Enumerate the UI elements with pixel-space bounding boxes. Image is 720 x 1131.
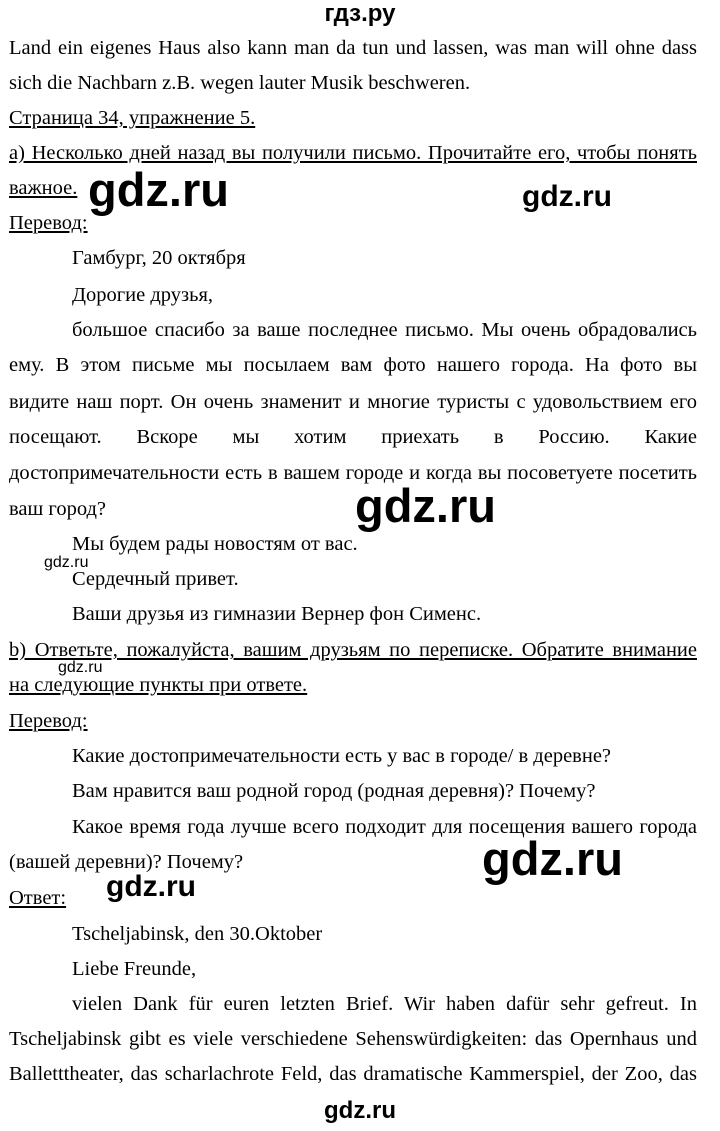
task-text: важное. bbox=[9, 177, 78, 199]
watermark: gdz.ru bbox=[44, 554, 89, 571]
section-heading: Страница 34, упражнение 5. bbox=[9, 107, 256, 129]
watermark: gdz.ru bbox=[482, 832, 623, 885]
letter-text: большое спасибо за ваше последнее письмо. Мы очень обрадовались bbox=[72, 319, 697, 341]
answer-greeting: Liebe Freunde, bbox=[72, 958, 197, 980]
task-text: на следующие пункты при ответе. bbox=[9, 674, 308, 696]
question-text: Вам нравится ваш родной город (родная деревня)? Почему? bbox=[72, 780, 596, 802]
letter-text: ваш город? bbox=[9, 498, 107, 520]
task-text: b) Ответьте, пожалуйста, вашим друзьям по переписке. Обратите внимание bbox=[9, 639, 697, 661]
letter-text: достопримечательности есть в вашем городе и когда вы посоветуете посетить bbox=[9, 462, 697, 484]
watermark: gdz.ru bbox=[355, 479, 496, 532]
site-header: гдз.ру bbox=[324, 0, 396, 27]
letter-text: видите наш порт. Он очень знаменит и многие туристы с удовольствием его bbox=[9, 391, 697, 413]
answer-text: vielen Dank für euren letzten Brief. Wir haben dafür sehr gefreut. In bbox=[72, 993, 697, 1015]
translation-label: Перевод: bbox=[9, 710, 88, 732]
watermark: gdz.ru bbox=[522, 180, 612, 213]
answer-text: Balletttheater, das scharlachrote Feld, das dramatische Kammerspiel, der Zoo, das bbox=[9, 1063, 697, 1085]
letter-signature: Ваши друзья из гимназии Вернер фон Сименс. bbox=[72, 603, 482, 625]
text-line: Land ein eigenes Haus also kann man da tun und lassen, was man will ohne dass bbox=[9, 37, 697, 59]
question-text: Какое время года лучше всего подходит для посещения вашего города bbox=[72, 816, 697, 838]
watermark: gdz.ru bbox=[88, 163, 229, 216]
letter-closing: Сердечный привет. bbox=[72, 568, 239, 590]
letter-place-date: Гамбург, 20 октября bbox=[72, 247, 246, 269]
watermark: gdz.ru bbox=[106, 870, 196, 903]
letter-text: ему. В этом письме мы посылаем вам фото нашего города. На фото вы bbox=[9, 354, 697, 376]
text-line: sich die Nachbarn z.B. wegen lauter Musik beschweren. bbox=[9, 72, 471, 94]
answer-place-date: Tscheljabinsk, den 30.Oktober bbox=[72, 923, 323, 945]
answer-text: Tscheljabinsk gibt es viele verschiedene Sehenswürdigkeiten: das Opernhaus und bbox=[9, 1028, 697, 1050]
question-text: (вашей деревни)? Почему? bbox=[9, 851, 244, 873]
site-footer: gdz.ru bbox=[324, 1097, 396, 1124]
translation-label: Перевод: bbox=[9, 212, 88, 234]
letter-text: посещают. Вскоре мы хотим приехать в Россию. Какие bbox=[9, 426, 697, 448]
question-text: Какие достопримечательности есть у вас в городе/ в деревне? bbox=[72, 745, 612, 767]
letter-text: Мы будем рады новостям от вас. bbox=[72, 533, 358, 555]
task-text: a) Несколько дней назад вы получили письмо. Прочитайте его, чтобы понять bbox=[9, 142, 697, 164]
letter-greeting: Дорогие друзья, bbox=[72, 284, 213, 306]
answer-label: Ответ: bbox=[9, 887, 67, 909]
watermark: gdz.ru bbox=[58, 659, 103, 676]
